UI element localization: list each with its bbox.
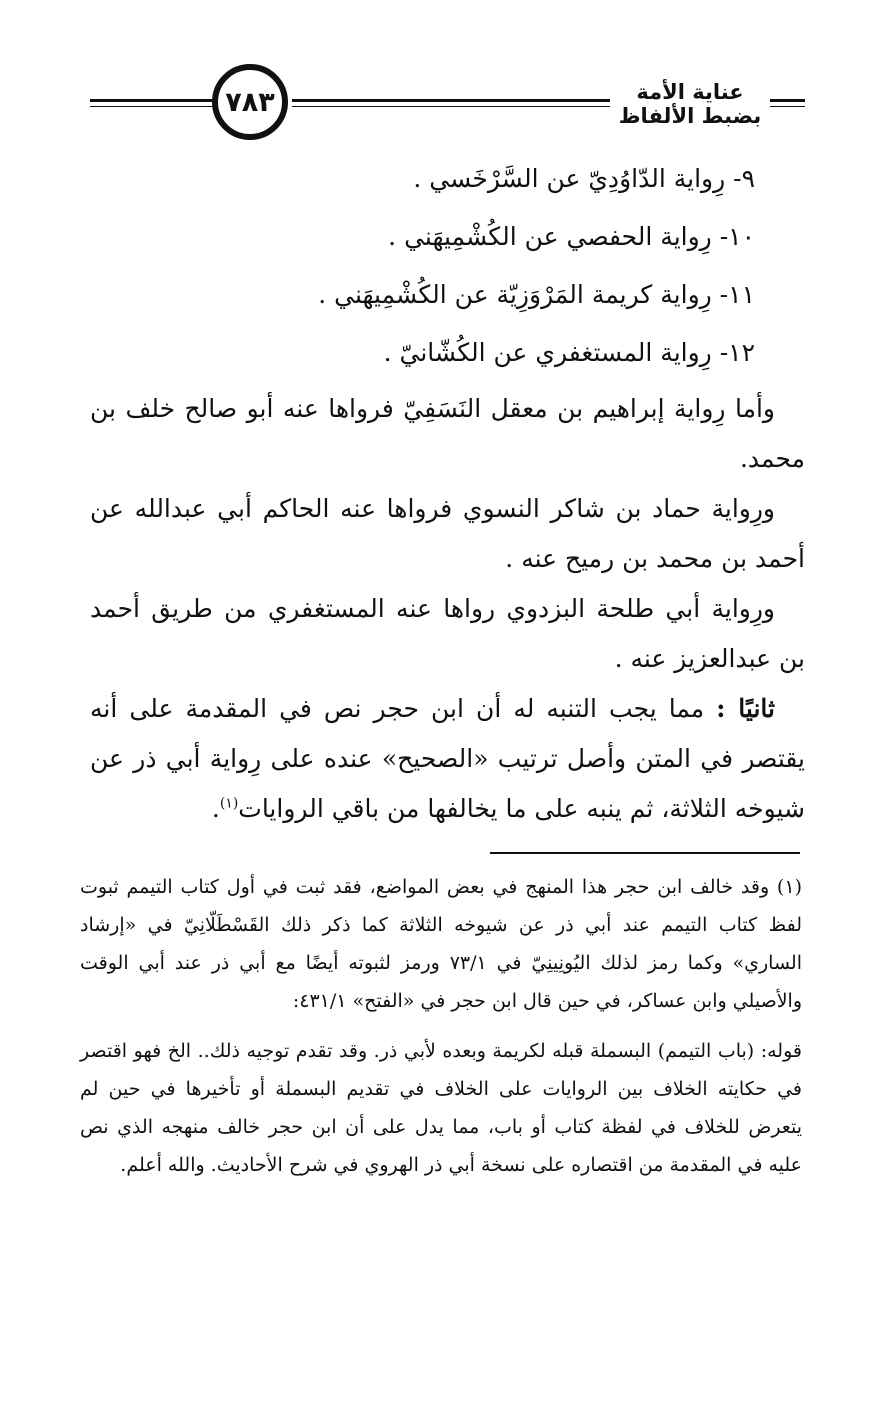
secondly-lead: ثانيًا : <box>716 694 775 723</box>
footnote-reference[interactable]: (١) <box>219 795 239 812</box>
running-title: عناية الأمة بضبط الألفاظ <box>618 80 762 128</box>
header-rule <box>90 99 215 102</box>
page-header <box>80 62 805 152</box>
paragraph: ورِواية حماد بن شاكر النسوي فرواها عنه الحاكم أبي عبدالله عن أحمد بن محمد بن رميح عنه . <box>90 494 805 573</box>
header-rule <box>90 106 215 107</box>
footnote-continuation: قوله: (باب التيمم) البسملة قبله لكريمة وبعده لأبي ذر. وقد تقدم توجيه ذلك.. الخ فهو اقتصر في حكايته الخلاف بين الروايات على الخلاف في تقديم البسملة أو تأخيرها في حين لم يتعرض للخلاف في لفظة كتاب أو باب، مما يدل على أن ابن حجر خالف منهجه الذي نص عليه في المقدمة من اقتصاره على نسخة أبي ذر الهروي في شرح الأحاديث. والله أعلم. <box>80 1040 802 1176</box>
header-rule <box>770 99 805 102</box>
paragraph: ورِواية أبي طلحة البزدوي رواها عنه المستغفري من طريق أحمد بن عبدالعزيز عنه . <box>90 594 805 673</box>
header-rule <box>292 106 610 107</box>
footnotes <box>80 868 802 1184</box>
secondly-paragraph <box>90 684 805 834</box>
secondly-text: مما يجب التنبه له أن ابن حجر نص في المقدمة على أنه يقتصر في المتن وأصل ترتيب «الصحيح» عنده على رِواية أبي ذر عن شيوخه الثلاثة، ثم ينبه على ما يخالفها من باقي الروايات <box>90 694 805 823</box>
paragraph: وأما رِواية إبراهيم بن معقل النَسَفِيّ فرواها عنه أبو صالح خلف بن محمد. <box>90 394 805 473</box>
list-item: ١١- رِواية كريمة المَرْوَزِيّة عن الكُشْمِيهَني . <box>318 280 755 309</box>
secondly-end: . <box>211 794 220 823</box>
page-number: ٧٨٣ <box>225 86 275 118</box>
footnote-separator <box>490 852 800 854</box>
list-item: ١٢- رِواية المستغفري عن الكُشّانيّ . <box>383 338 755 367</box>
page-number-badge <box>212 64 288 140</box>
header-rule <box>770 106 805 107</box>
footnote: (١) وقد خالف ابن حجر هذا المنهج في بعض المواضع، فقد ثبت في أول كتاب التيمم ثبوت لفظ كتاب التيمم عند أبي ذر عن شيوخه الثلاثة كما ذكر ذلك القَسْطَلّانِيّ في «إرشاد الساري» وكما رمز لذلك اليُونِينِيّ في ٧٣/١ ورمز لثبوته أيضًا مع أبي ذر عند أبي الوقت والأصيلي وابن عساكر، في حين قال ابن حجر في «الفتح» ٤٣١/١: <box>80 876 802 1012</box>
header-rule <box>292 99 610 102</box>
list-item: ١٠- رِواية الحفصي عن الكُشْمِيهَني . <box>388 222 755 251</box>
main-text <box>90 150 805 834</box>
list-item: ٩- رِواية الدّاوُدِيّ عن السَّرْخَسي . <box>413 164 755 193</box>
